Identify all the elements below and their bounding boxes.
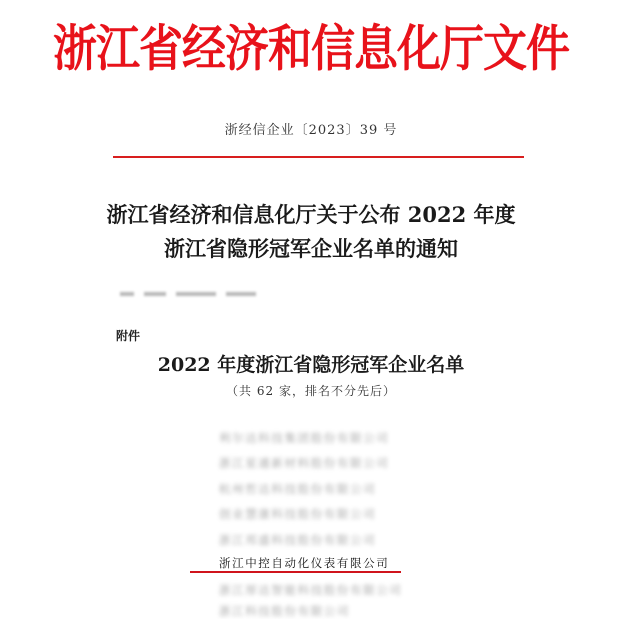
company-item: 浙江星通新材料股份有限公司 (219, 456, 390, 470)
company-item: 杭州哲达科技股份有限公司 (219, 482, 377, 496)
red-divider (113, 156, 524, 158)
company-item: 浙江科技股份有限公司 (219, 604, 350, 618)
list-note: （共 62 家，排名不分先后） (226, 384, 396, 398)
issuer-title: 浙江省经济和信息化厅文件 (53, 20, 569, 78)
company-item: 创业慧康科技股份有限公司 (219, 507, 377, 521)
attachment-label: 附件 (116, 329, 141, 343)
document-number: 浙经信企业〔2023〕39 号 (224, 123, 398, 138)
company-item: 浙江厚达智能科技股份有限公司 (219, 583, 403, 597)
highlight-underline (190, 571, 401, 573)
company-item: 利尔达科技集团股份有限公司 (219, 431, 390, 445)
company-item-highlighted: 浙江中控自动化仪表有限公司 (219, 556, 390, 570)
company-item: 浙江邦盛科技股份有限公司 (219, 533, 377, 547)
notice-title (0, 198, 622, 266)
list-title: 2022 年度浙江省隐形冠军企业名单 (157, 354, 465, 376)
notice-title-line-2: 浙江省隐形冠军企业名单的通知 (164, 236, 458, 261)
cropped-text-fragment (120, 292, 320, 300)
notice-title-line-1: 浙江省经济和信息化厅关于公布 2022 年度 (106, 202, 516, 227)
